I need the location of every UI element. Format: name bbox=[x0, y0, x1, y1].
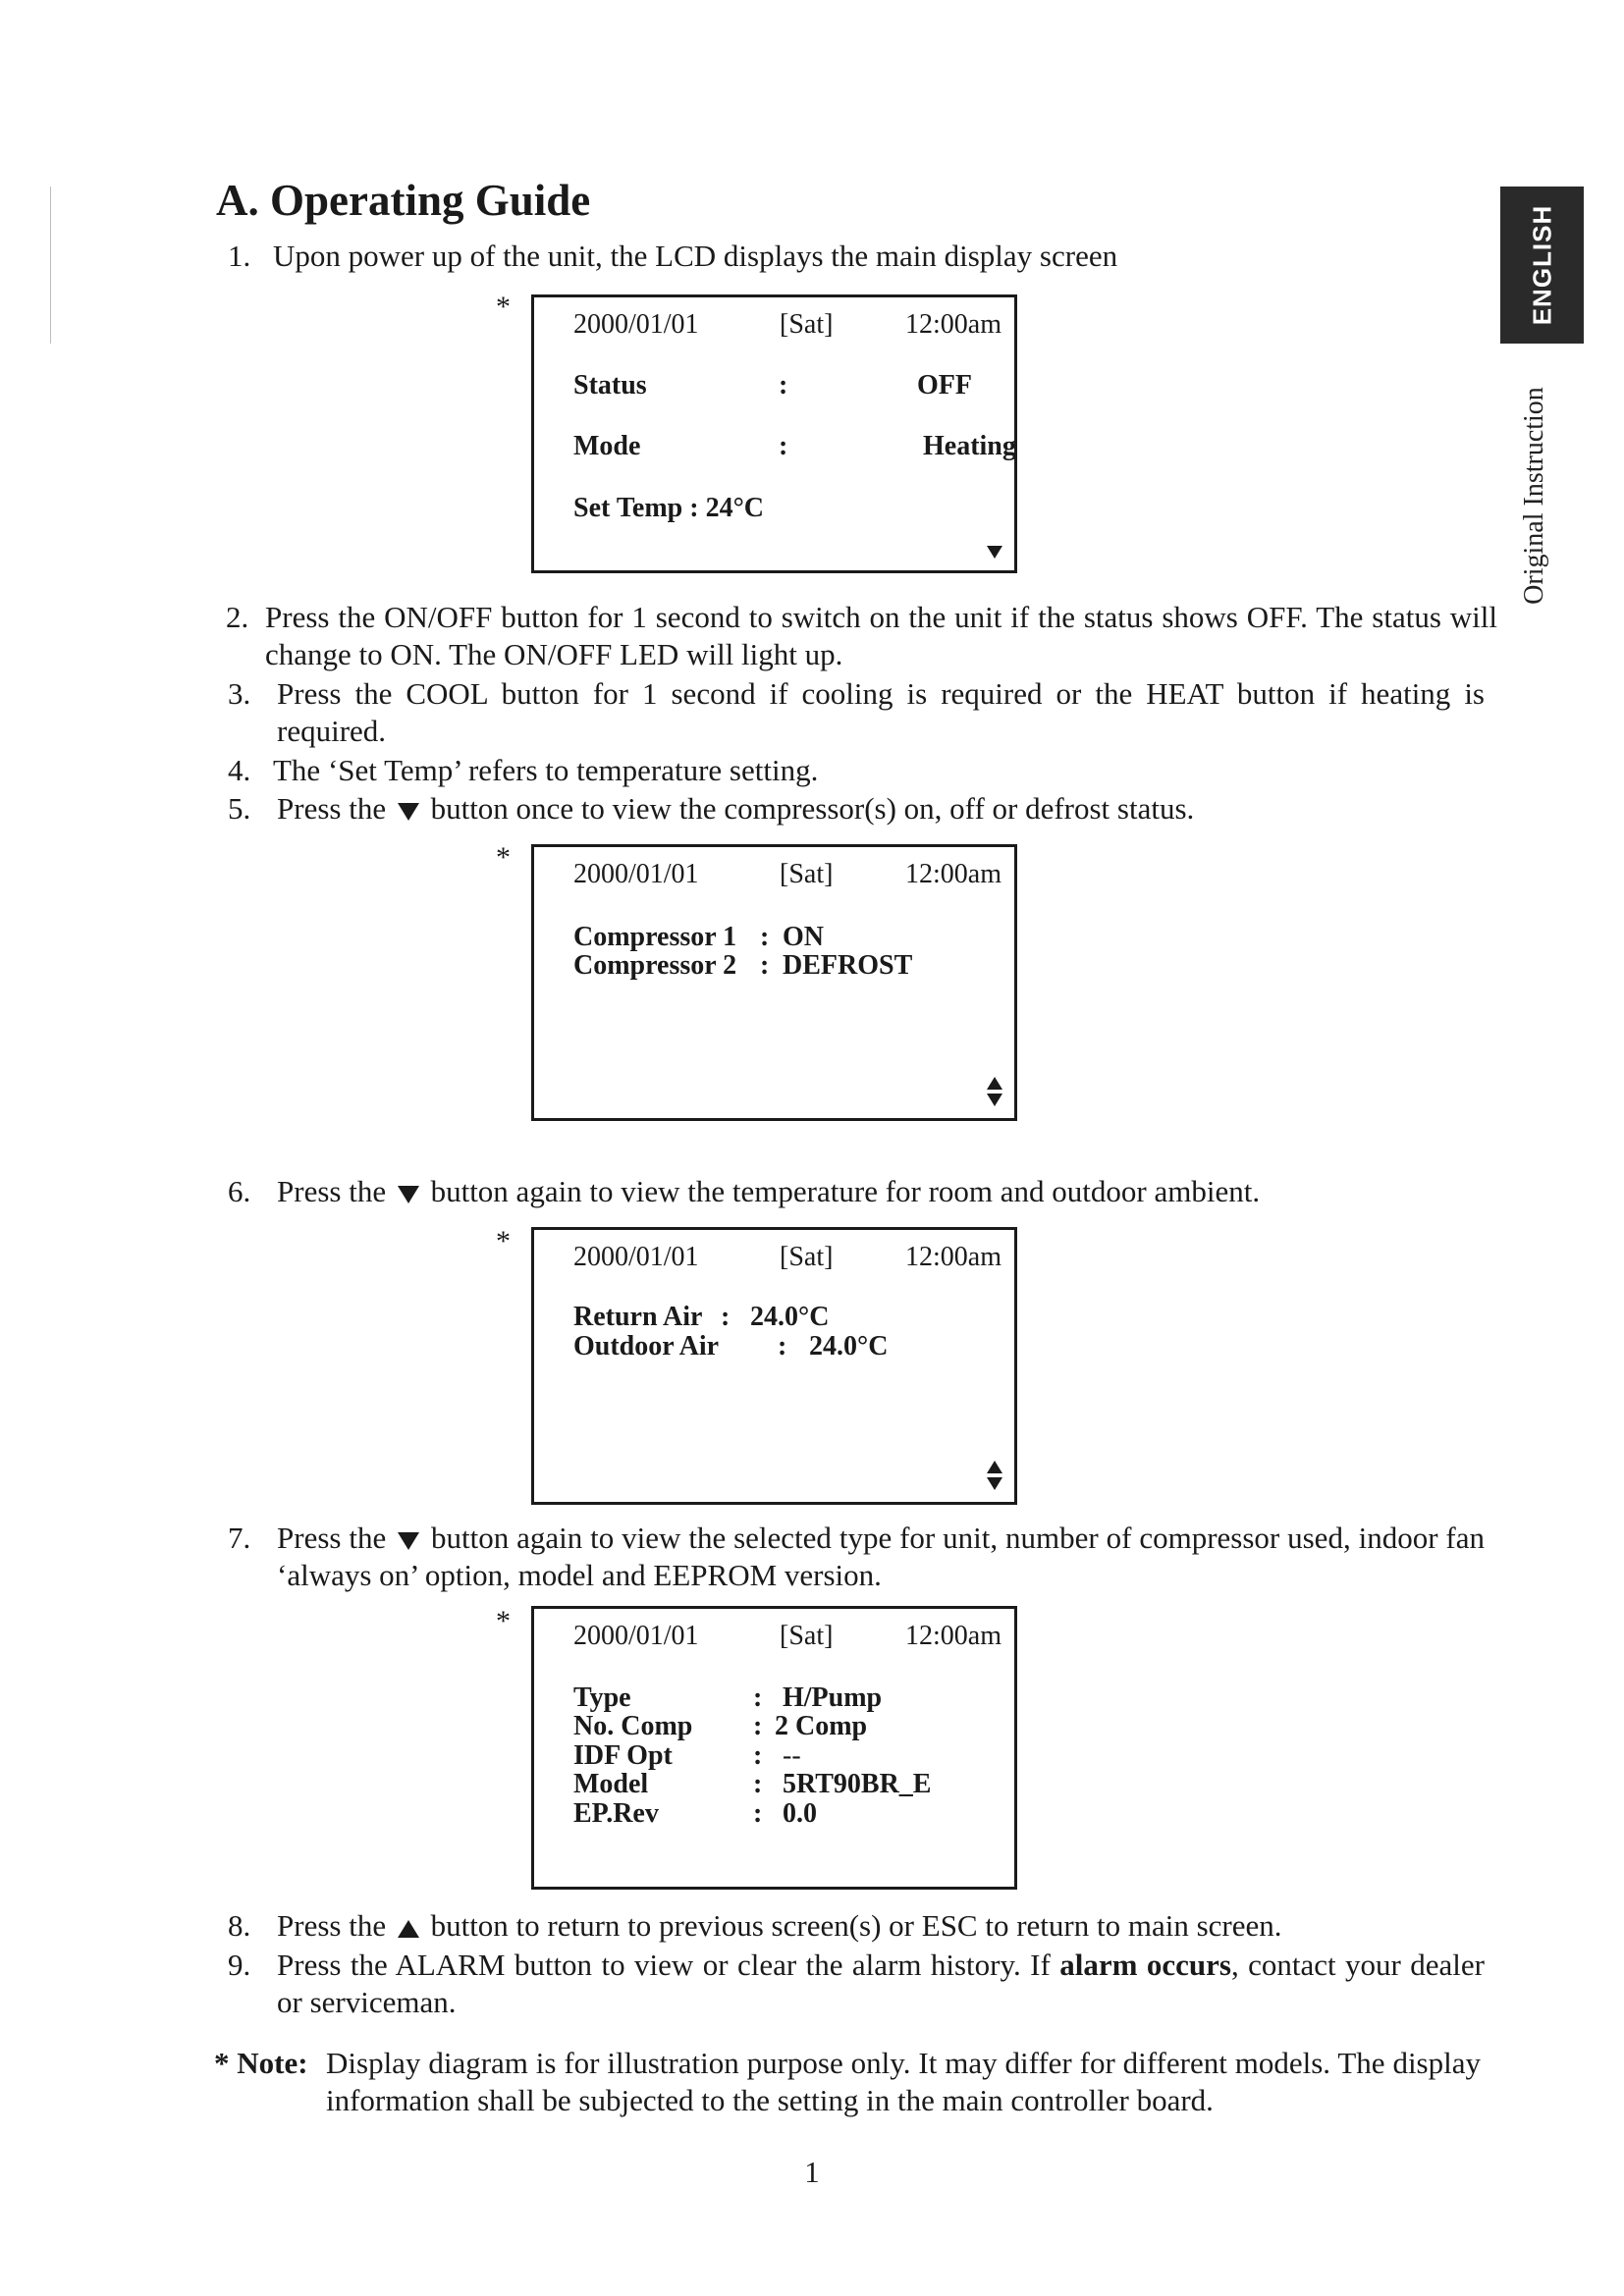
lcd-date: 2000/01/01 bbox=[573, 1621, 699, 1651]
asterisk-marker: * bbox=[496, 1225, 511, 1257]
asterisk-marker: * bbox=[496, 841, 511, 874]
note-text: Display diagram is for illustration purpose only. It may differ for different models. The display information shall be subjected to the setting in the main controller board. bbox=[326, 2046, 1481, 2117]
scroll-arrows bbox=[987, 546, 1002, 559]
arrow-up-icon bbox=[987, 1077, 1002, 1090]
margin-line bbox=[50, 187, 51, 344]
lcd-date: 2000/01/01 bbox=[573, 1242, 699, 1272]
down-arrow-icon bbox=[398, 1532, 419, 1550]
arrow-up-icon bbox=[987, 1461, 1002, 1473]
lcd-time: 12:00am bbox=[905, 1621, 1001, 1651]
lcd-date: 2000/01/01 bbox=[573, 309, 699, 340]
lcd-day: [Sat] bbox=[780, 1242, 834, 1272]
arrow-down-icon bbox=[987, 1094, 1002, 1106]
lcd-time: 12:00am bbox=[905, 1242, 1001, 1272]
lcd-date: 2000/01/01 bbox=[573, 859, 699, 889]
original-instruction-caption: Original Instruction bbox=[1519, 387, 1549, 605]
scroll-arrows bbox=[987, 1077, 1002, 1106]
note-label: * Note: bbox=[214, 2046, 308, 2080]
down-arrow-icon bbox=[398, 1186, 419, 1203]
up-arrow-icon bbox=[398, 1920, 419, 1938]
lcd-day: [Sat] bbox=[780, 859, 834, 889]
lcd-main-screen: 2000/01/01 [Sat] 12:00am Status : OFF Mode : Heating Set Temp : 24°C bbox=[531, 294, 1017, 573]
lcd-time: 12:00am bbox=[905, 309, 1001, 340]
asterisk-marker: * bbox=[496, 1605, 511, 1637]
language-tab-label: ENGLISH bbox=[1527, 204, 1557, 326]
arrow-down-icon bbox=[987, 1477, 1002, 1490]
lcd-time: 12:00am bbox=[905, 859, 1001, 889]
lcd-day: [Sat] bbox=[780, 1621, 834, 1651]
lcd-temperature-screen: 2000/01/01 [Sat] 12:00am Return Air : 24.0°C Outdoor Air : 24.0°C bbox=[531, 1227, 1017, 1505]
lcd-unit-info-screen: 2000/01/01 [Sat] 12:00am Type : H/Pump No. Comp : 2 Comp IDF Opt : -- Model : 5RT90BR_E EP.Rev : 0.0 bbox=[531, 1606, 1017, 1890]
arrow-down-icon bbox=[987, 546, 1002, 559]
page-title: A. Operating Guide bbox=[216, 176, 591, 225]
scroll-arrows bbox=[987, 1461, 1002, 1490]
lcd-day: [Sat] bbox=[780, 309, 834, 340]
lcd-compressor-screen: 2000/01/01 [Sat] 12:00am Compressor 1 : ON Compressor 2 : DEFROST bbox=[531, 844, 1017, 1121]
page-number: 1 bbox=[804, 2155, 820, 2189]
down-arrow-icon bbox=[398, 803, 419, 821]
asterisk-marker: * bbox=[496, 291, 511, 323]
